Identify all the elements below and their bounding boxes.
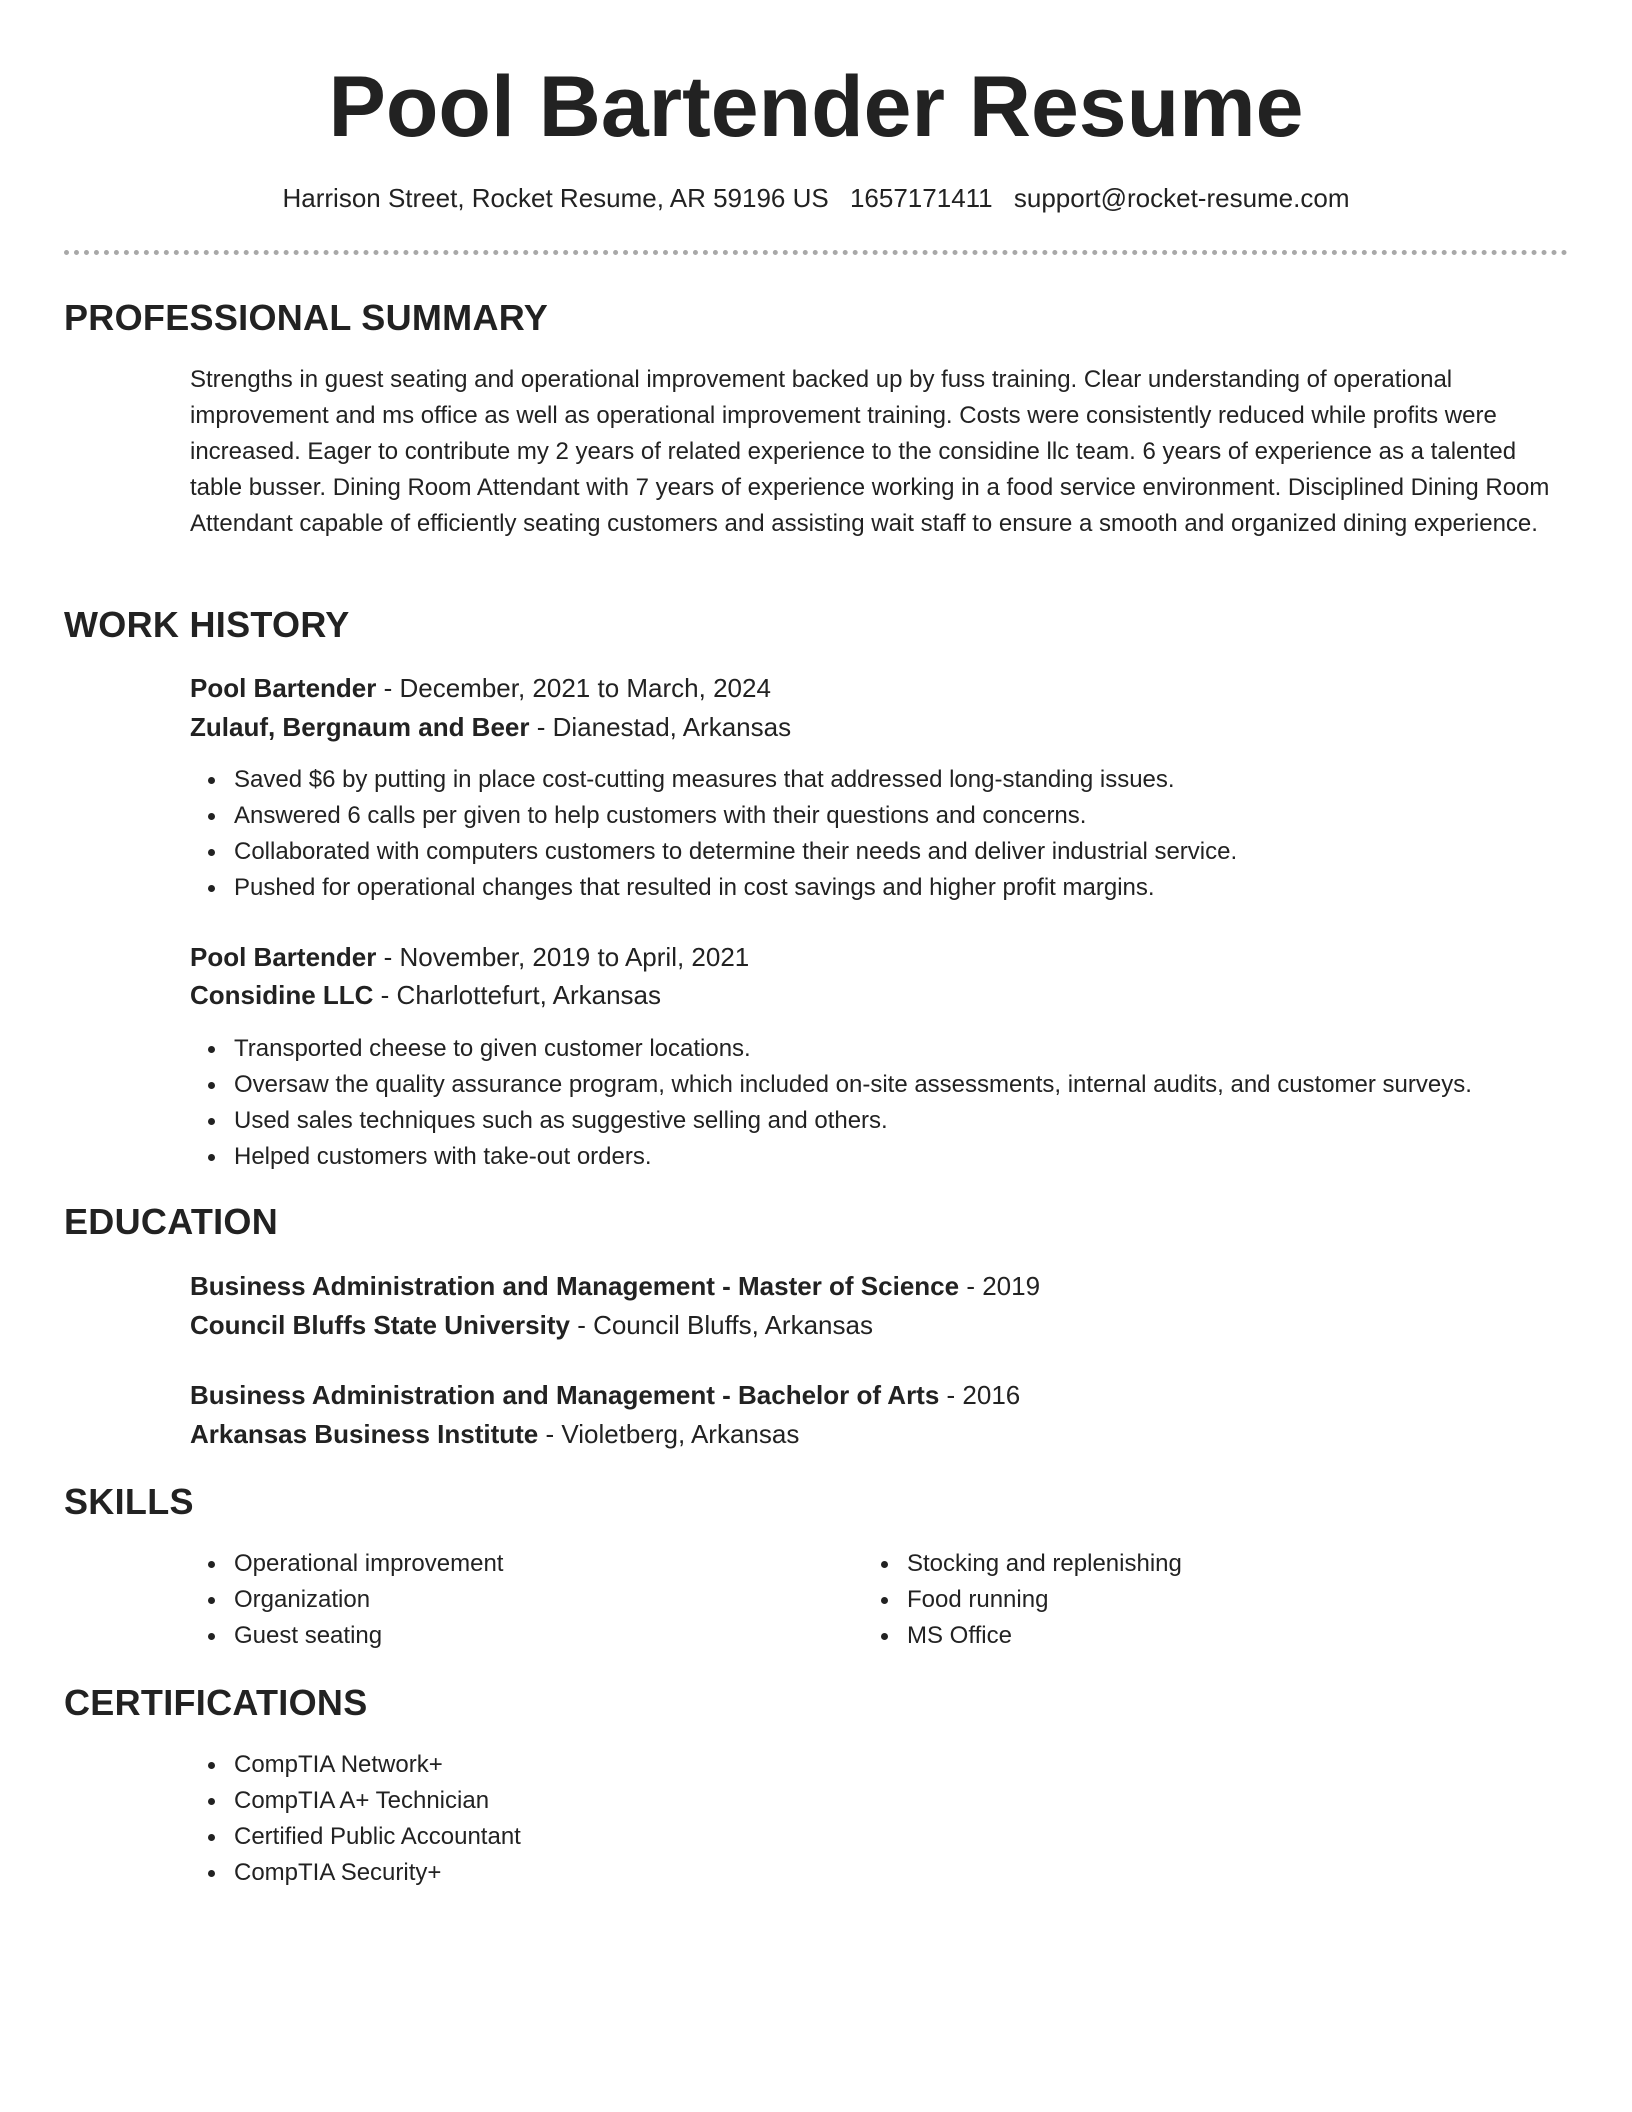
certifications-heading: CERTIFICATIONS [64, 1682, 368, 1723]
education-2-year: - 2016 [939, 1380, 1021, 1410]
work-history-heading: WORK HISTORY [64, 604, 350, 645]
skills-list-left [190, 1546, 503, 1654]
list-item: Collaborated with computers customers to determine their needs and deliver industrial service. [234, 834, 1237, 870]
list-item: Stocking and replenishing [907, 1546, 1182, 1582]
list-item: Certified Public Accountant [234, 1819, 521, 1855]
education-1-school-line [190, 1307, 873, 1343]
list-item: Operational improvement [234, 1546, 503, 1582]
job-2-company-line [190, 977, 661, 1013]
skills-list-right [863, 1546, 1182, 1654]
job-1-dates: - December, 2021 to March, 2024 [376, 673, 771, 703]
job-2-title: Pool Bartender [190, 942, 377, 972]
education-1-location: - Council Bluffs, Arkansas [569, 1310, 873, 1340]
list-item: MS Office [907, 1618, 1182, 1654]
list-item: Organization [234, 1582, 503, 1618]
job-1-company: Zulauf, Bergnaum and Beer [190, 712, 530, 742]
education-1-degree: Business Administration and Management - Master of Science [190, 1271, 960, 1301]
education-1-school: Council Bluffs State University [190, 1310, 570, 1340]
list-item: Used sales techniques such as suggestive selling and others. [234, 1103, 1472, 1139]
list-item: Guest seating [234, 1618, 503, 1654]
job-1-title: Pool Bartender [190, 673, 377, 703]
resume-title: Pool Bartender Resume [328, 59, 1304, 155]
list-item: Pushed for operational changes that resulted in cost savings and higher profit margins. [234, 870, 1237, 906]
job-1-title-line [190, 670, 771, 706]
list-item: Helped customers with take-out orders. [234, 1139, 1472, 1175]
job-1-bullets [190, 762, 1237, 906]
education-1-degree-line [190, 1268, 1040, 1304]
job-2-location: - Charlottefurt, Arkansas [373, 980, 661, 1010]
list-item: Answered 6 calls per given to help customers with their questions and concerns. [234, 798, 1237, 834]
list-item: Transported cheese to given customer locations. [234, 1031, 1472, 1067]
header-divider [64, 250, 1568, 255]
job-1-company-line [190, 709, 791, 745]
job-2-bullets [190, 1031, 1472, 1175]
list-item: Oversaw the quality assurance program, which included on-site assessments, internal audits, and customer surveys. [234, 1067, 1472, 1103]
job-1-location: - Dianestad, Arkansas [529, 712, 792, 742]
summary-text: Strengths in guest seating and operational improvement backed up by fuss training. Clear understanding of operational improvement and ms office as well as operational improvement training. Costs were consistently reduced while profits were increased. Eager to contribute my 2 years of related experience to the considine llc team. 6 years of experience as a talented table busser. Dining Room Attendant with 7 years of experience working in a food service environment. Disciplined Dining Room Attendant capable of efficiently seating customers and assisting wait staff to ensure a smooth and organized dining experience. [190, 366, 1550, 537]
list-item: Saved $6 by putting in place cost-cutting measures that addressed long-standing issues. [234, 762, 1237, 798]
skills-heading: SKILLS [64, 1481, 194, 1522]
contact-phone: 1657171411 [849, 183, 993, 213]
contact-line [0, 180, 1632, 216]
job-2-dates: - November, 2019 to April, 2021 [376, 942, 750, 972]
list-item: CompTIA Security+ [234, 1855, 521, 1891]
contact-email: support@rocket-resume.com [1013, 183, 1350, 213]
education-1-year: - 2019 [959, 1271, 1041, 1301]
education-2-degree-line [190, 1377, 1020, 1413]
education-2-location: - Violetberg, Arkansas [538, 1419, 800, 1449]
summary-heading: PROFESSIONAL SUMMARY [64, 297, 549, 338]
contact-address: Harrison Street, Rocket Resume, AR 59196 US [282, 183, 829, 213]
list-item: CompTIA Network+ [234, 1747, 521, 1783]
certifications-list [190, 1747, 521, 1891]
education-2-degree: Business Administration and Management - Bachelor of Arts [190, 1380, 940, 1410]
job-2-company: Considine LLC [190, 980, 374, 1010]
education-2-school: Arkansas Business Institute [190, 1419, 539, 1449]
list-item: CompTIA A+ Technician [234, 1783, 521, 1819]
job-2-title-line [190, 939, 749, 975]
education-heading: EDUCATION [64, 1201, 279, 1242]
list-item: Food running [907, 1582, 1182, 1618]
education-2-school-line [190, 1416, 799, 1452]
